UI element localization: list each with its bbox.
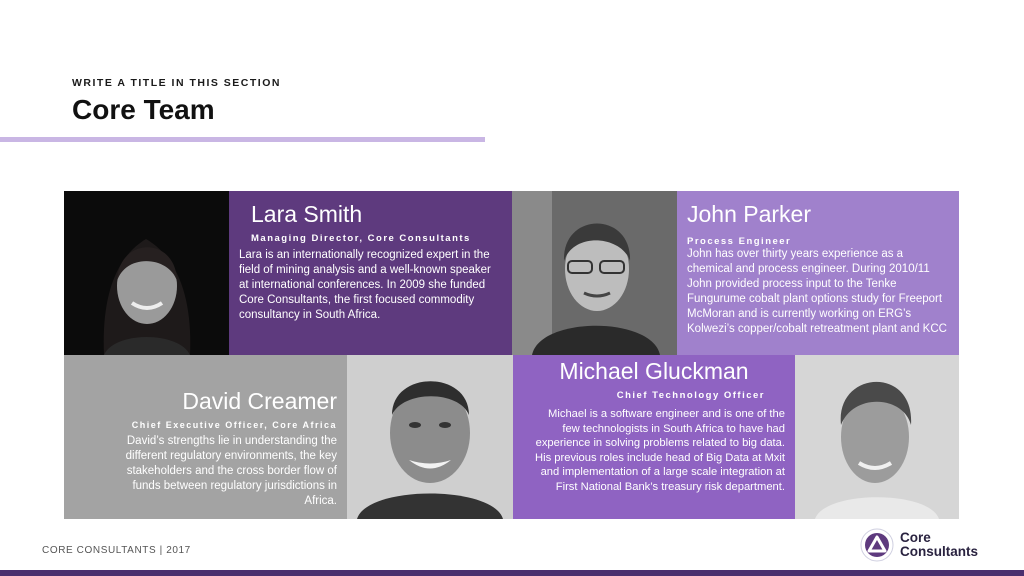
footer-text: CORE CONSULTANTS | 2017 <box>42 545 191 556</box>
member-bio: John has over thirty years experience as a chemical and process engineer. During 2010/11 John provided process input to the Tenke Fungurume cobalt plant options study for Freeport McMoran and is currently working on ERG’s Kolwezi’s copper/cobalt retreatment plant and KCC <box>687 248 947 336</box>
member-role: Managing Director, Core Consultants <box>251 233 471 245</box>
portrait-lara-smith <box>64 191 229 355</box>
bio-card-lara-smith <box>229 191 512 355</box>
member-name: John Parker <box>687 201 812 227</box>
footer-accent-bar <box>0 570 1024 576</box>
section-kicker: WRITE A TITLE IN THIS SECTION <box>72 77 281 89</box>
logo-line-2: Consultants <box>900 544 979 559</box>
member-role: Chief Technology Officer <box>616 390 765 402</box>
title-underline <box>0 137 485 142</box>
logo-line-1: Core <box>900 530 931 545</box>
member-bio: Lara is an internationally recognized expert in the field of mining analysis and a well-known speaker at international conferences. In 2009 she funded Core Consultants, the first focused commodity consultancy in South Africa. <box>239 249 491 322</box>
bio-card-david-creamer <box>64 355 347 519</box>
logo-wordmark <box>900 531 978 559</box>
member-name: Michael Gluckman <box>559 358 749 384</box>
member-bio: David’s strengths lie in understanding the different regulatory environments, the key stakeholders and the cross border flow of funds between regulatory jurisdictions in Africa. <box>125 435 337 508</box>
portrait-john-parker-image <box>512 191 677 355</box>
portrait-david-creamer <box>347 355 513 519</box>
portrait-david-creamer-image <box>347 355 513 519</box>
portrait-michael-gluckman-image <box>795 355 959 519</box>
company-logo <box>860 528 978 562</box>
page-title: Core Team <box>72 94 215 125</box>
bio-card-john-parker <box>677 191 959 355</box>
bio-card-michael-gluckman <box>513 355 795 519</box>
member-name: David Creamer <box>182 388 337 414</box>
portrait-michael-gluckman <box>795 355 959 519</box>
member-role: Process Engineer <box>687 236 792 248</box>
portrait-john-parker <box>512 191 677 355</box>
core-consultants-logo-icon <box>860 528 894 562</box>
portrait-lara-smith-image <box>64 191 229 355</box>
member-role: Chief Executive Officer, Core Africa <box>131 420 337 431</box>
member-name: Lara Smith <box>251 201 363 227</box>
member-bio: Michael is a software engineer and is one of the few technologists in South Africa to have had experience in solving problems related to big data. His previous roles include head of Big Data at Mxit and implementation of a large scale integration at First National Bank’s treasury risk department. <box>535 408 785 493</box>
